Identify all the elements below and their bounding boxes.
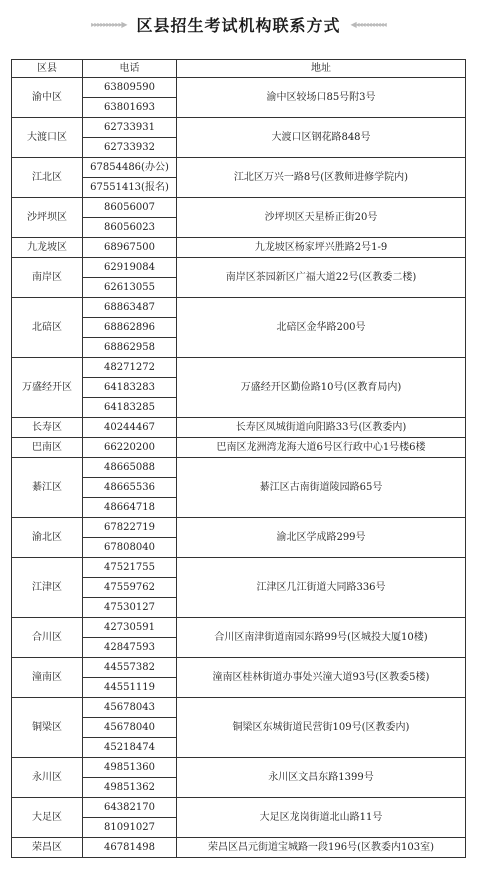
- phone-cell: 63809590: [83, 78, 177, 98]
- phone-cell: 47559762: [83, 578, 177, 598]
- contact-table: [11, 59, 466, 858]
- phone-cell: 62733932: [83, 138, 177, 158]
- address-cell: 江北区万兴一路8号(区教师进修学院内): [177, 158, 466, 198]
- phone-cell: 62733931: [83, 118, 177, 138]
- district-cell: 江北区: [12, 158, 83, 198]
- phone-cell: 64183285: [83, 398, 177, 418]
- table-row: [12, 78, 466, 98]
- phone-cell: 48271272: [83, 358, 177, 378]
- phone-cell: 67854486(办公): [83, 158, 177, 178]
- address-cell: 长寿区凤城街道向阳路33号(区教委内): [177, 418, 466, 438]
- address-cell: 北碚区金华路200号: [177, 298, 466, 358]
- column-header-phone: 电话: [83, 60, 177, 78]
- table-row: [12, 118, 466, 138]
- table-row: [12, 358, 466, 378]
- address-cell: 江津区几江街道大同路336号: [177, 558, 466, 618]
- address-cell: 綦江区古南街道陵园路65号: [177, 458, 466, 518]
- table-row: [12, 758, 466, 778]
- phone-cell: 45678043: [83, 698, 177, 718]
- right-arrow-decoration: ◀◂◂◂◂◂◂◂◂◂◂: [350, 19, 386, 29]
- phone-cell: 68862896: [83, 318, 177, 338]
- address-cell: 九龙坡区杨家坪兴胜路2号1-9: [177, 238, 466, 258]
- address-cell: 沙坪坝区天星桥正街20号: [177, 198, 466, 238]
- district-cell: 万盛经开区: [12, 358, 83, 418]
- district-cell: 合川区: [12, 618, 83, 658]
- district-cell: 荣昌区: [12, 838, 83, 858]
- table-row: [12, 798, 466, 818]
- page-title: 区县招生考试机构联系方式: [136, 15, 341, 35]
- district-cell: 大足区: [12, 798, 83, 838]
- phone-cell: 48664718: [83, 498, 177, 518]
- phone-cell: 64382170: [83, 798, 177, 818]
- address-cell: 合川区南津街道南园东路99号(区城投大厦10楼): [177, 618, 466, 658]
- table-row: [12, 258, 466, 278]
- column-header-district: 区县: [12, 60, 83, 78]
- address-cell: 铜梁区东城街道民营街109号(区教委内): [177, 698, 466, 758]
- address-cell: 南岸区茶园新区广福大道22号(区教委二楼): [177, 258, 466, 298]
- table-row: [12, 558, 466, 578]
- phone-cell: 44551119: [83, 678, 177, 698]
- table-row: [12, 418, 466, 438]
- table-header-row: [12, 60, 466, 78]
- table-row: [12, 698, 466, 718]
- district-cell: 沙坪坝区: [12, 198, 83, 238]
- phone-cell: 45678040: [83, 718, 177, 738]
- address-cell: 渝中区较场口85号附3号: [177, 78, 466, 118]
- table-row: [12, 298, 466, 318]
- district-cell: 渝北区: [12, 518, 83, 558]
- district-cell: 江津区: [12, 558, 83, 618]
- table-row: [12, 238, 466, 258]
- district-cell: 铜梁区: [12, 698, 83, 758]
- phone-cell: 45218474: [83, 738, 177, 758]
- phone-cell: 48665536: [83, 478, 177, 498]
- table-row: [12, 438, 466, 458]
- phone-cell: 42847593: [83, 638, 177, 658]
- address-cell: 大足区龙岗街道北山路11号: [177, 798, 466, 838]
- phone-cell: 46781498: [83, 838, 177, 858]
- phone-cell: 63801693: [83, 98, 177, 118]
- phone-cell: 81091027: [83, 818, 177, 838]
- phone-cell: 48665088: [83, 458, 177, 478]
- phone-cell: 68967500: [83, 238, 177, 258]
- phone-cell: 67808040: [83, 538, 177, 558]
- district-cell: 大渡口区: [12, 118, 83, 158]
- phone-cell: 42730591: [83, 618, 177, 638]
- district-cell: 潼南区: [12, 658, 83, 698]
- column-header-address: 地址: [177, 60, 466, 78]
- district-cell: 渝中区: [12, 78, 83, 118]
- phone-cell: 49851360: [83, 758, 177, 778]
- phone-cell: 47521755: [83, 558, 177, 578]
- phone-cell: 47530127: [83, 598, 177, 618]
- phone-cell: 40244467: [83, 418, 177, 438]
- address-cell: 巴南区龙洲湾龙海大道6号区行政中心1号楼6楼: [177, 438, 466, 458]
- phone-cell: 67551413(报名): [83, 178, 177, 198]
- district-cell: 永川区: [12, 758, 83, 798]
- phone-cell: 86056023: [83, 218, 177, 238]
- address-cell: 荣昌区昌元街道宝城路一段196号(区教委内103室): [177, 838, 466, 858]
- phone-cell: 44557382: [83, 658, 177, 678]
- district-cell: 北碚区: [12, 298, 83, 358]
- district-cell: 巴南区: [12, 438, 83, 458]
- phone-cell: 68862958: [83, 338, 177, 358]
- phone-cell: 62613055: [83, 278, 177, 298]
- district-cell: 九龙坡区: [12, 238, 83, 258]
- table-row: [12, 518, 466, 538]
- address-cell: 潼南区桂林街道办事处兴潼大道93号(区教委5楼): [177, 658, 466, 698]
- table-row: [12, 838, 466, 858]
- phone-cell: 66220200: [83, 438, 177, 458]
- district-cell: 长寿区: [12, 418, 83, 438]
- district-cell: 南岸区: [12, 258, 83, 298]
- table-row: [12, 618, 466, 638]
- phone-cell: 68863487: [83, 298, 177, 318]
- page-header: [0, 10, 477, 38]
- address-cell: 大渡口区钢花路848号: [177, 118, 466, 158]
- phone-cell: 64183283: [83, 378, 177, 398]
- table-row: [12, 458, 466, 478]
- table-body: [12, 78, 466, 858]
- phone-cell: 67822719: [83, 518, 177, 538]
- left-arrow-decoration: ▸▸▸▸▸▸▸▸▸▸▶: [91, 19, 127, 29]
- phone-cell: 86056007: [83, 198, 177, 218]
- district-cell: 綦江区: [12, 458, 83, 518]
- table-row: [12, 198, 466, 218]
- table-row: [12, 658, 466, 678]
- table-row: [12, 158, 466, 178]
- phone-cell: 62919084: [83, 258, 177, 278]
- address-cell: 渝北区学成路299号: [177, 518, 466, 558]
- address-cell: 万盛经开区勤俭路10号(区教育局内): [177, 358, 466, 418]
- phone-cell: 49851362: [83, 778, 177, 798]
- address-cell: 永川区文昌东路1399号: [177, 758, 466, 798]
